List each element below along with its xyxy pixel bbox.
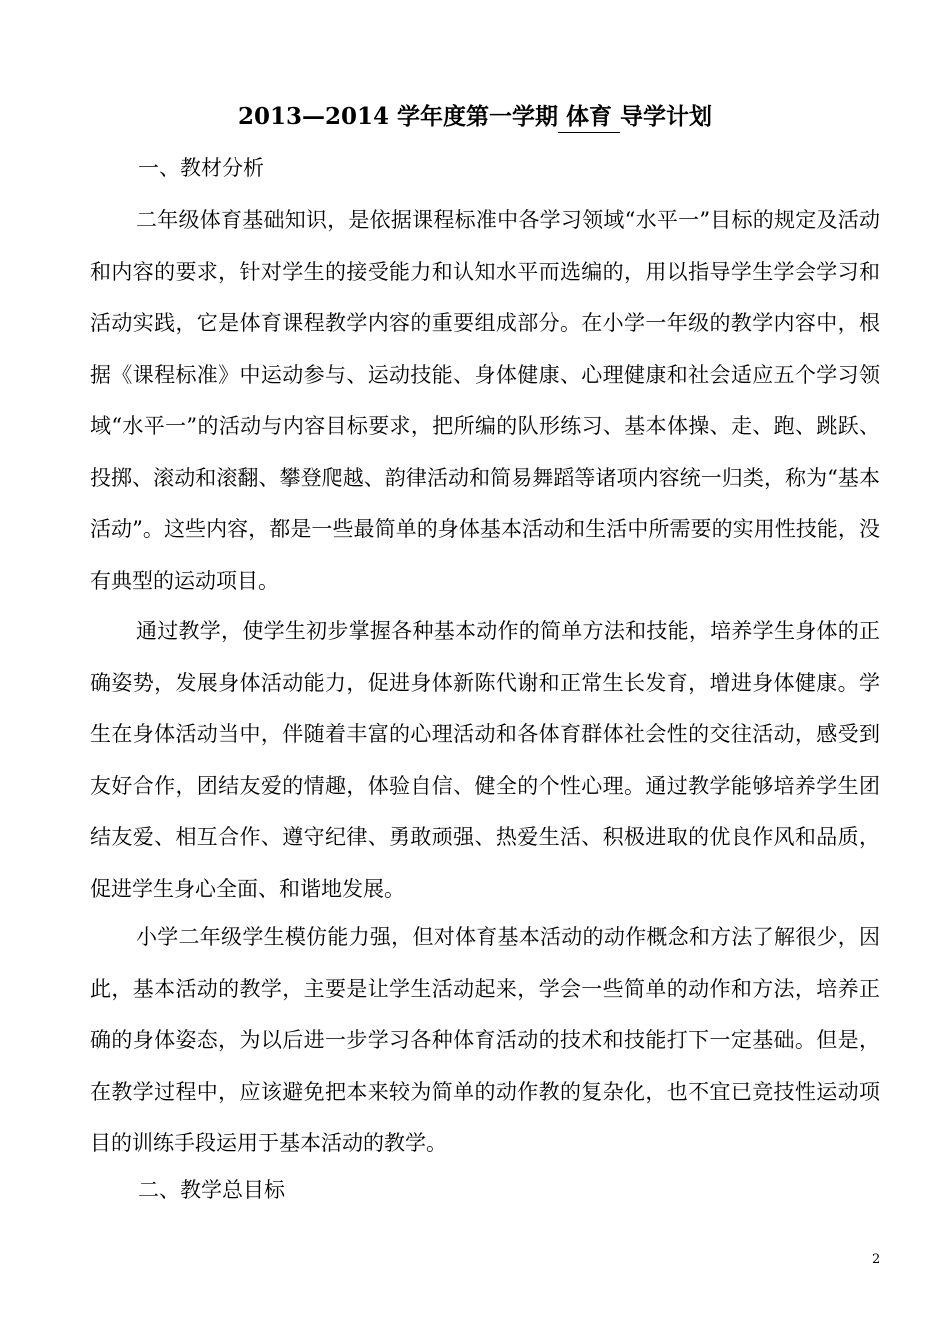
- title-prefix: 2013—2014 学年度第一学期: [237, 103, 559, 130]
- section-heading-textbook-analysis: 一、教材分析: [138, 156, 264, 180]
- paragraph-3: 小学二年级学生模仿能力强，但对体育基本活动的动作概念和方法了解很少，因此，基本活动的教学，主要是让学生活动起来，学会一些简单的动作和方法，培养正确的身体姿态，为以后进一步学习各种体育活动的技术和技能打下一定基础。但是，在教学过程中，应该避免把本来较为简单的动作教的复杂化，也不宜已竞技性运动项目的训练手段运用于基本活动的教学。: [90, 925, 880, 1155]
- title-subject: 体育: [558, 102, 620, 133]
- page-number: 2: [872, 1252, 881, 1267]
- paragraph-2: 通过教学，使学生初步掌握各种基本动作的简单方法和技能，培养学生身体的正确姿势，发展身体活动能力，促进身体新陈代谢和正常生长发育，增进身体健康。学生在身体活动当中，伴随着丰富的心理活动和各体育群体社会性的交往活动，感受到友好合作，团结友爱的情趣，体验自信、健全的个性心理。通过教学能够培养学生团结友爱、相互合作、遵守纪律、勇敢顽强、热爱生活、积极进取的优良作风和品质，促进学生身心全面、和谐地发展。: [90, 619, 880, 901]
- document-title: [0, 100, 950, 134]
- paragraph-1: 二年级体育基础知识，是依据课程标准中各学习领域“水平一”目标的规定及活动和内容的要求，针对学生的接受能力和认知水平而选编的，用以指导学生学会学习和活动实践，它是体育课程教学内容的重要组成部分。在小学一年级的教学内容中，根据《课程标准》中运动参与、运动技能、身体健康、心理健康和社会适应五个学习领域“水平一”的活动与内容目标要求，把所编的队形练习、基本体操、走、跑、跳跃、投掷、滚动和滚翻、攀登爬越、韵律活动和简易舞蹈等诸项内容统一归类，称为“基本活动”。这些内容，都是一些最简单的身体基本活动和生活中所需要的实用性技能，没有典型的运动项目。: [90, 208, 880, 593]
- section-heading-teaching-goals: 二、教学总目标: [138, 1178, 285, 1202]
- title-suffix: 导学计划: [620, 103, 713, 130]
